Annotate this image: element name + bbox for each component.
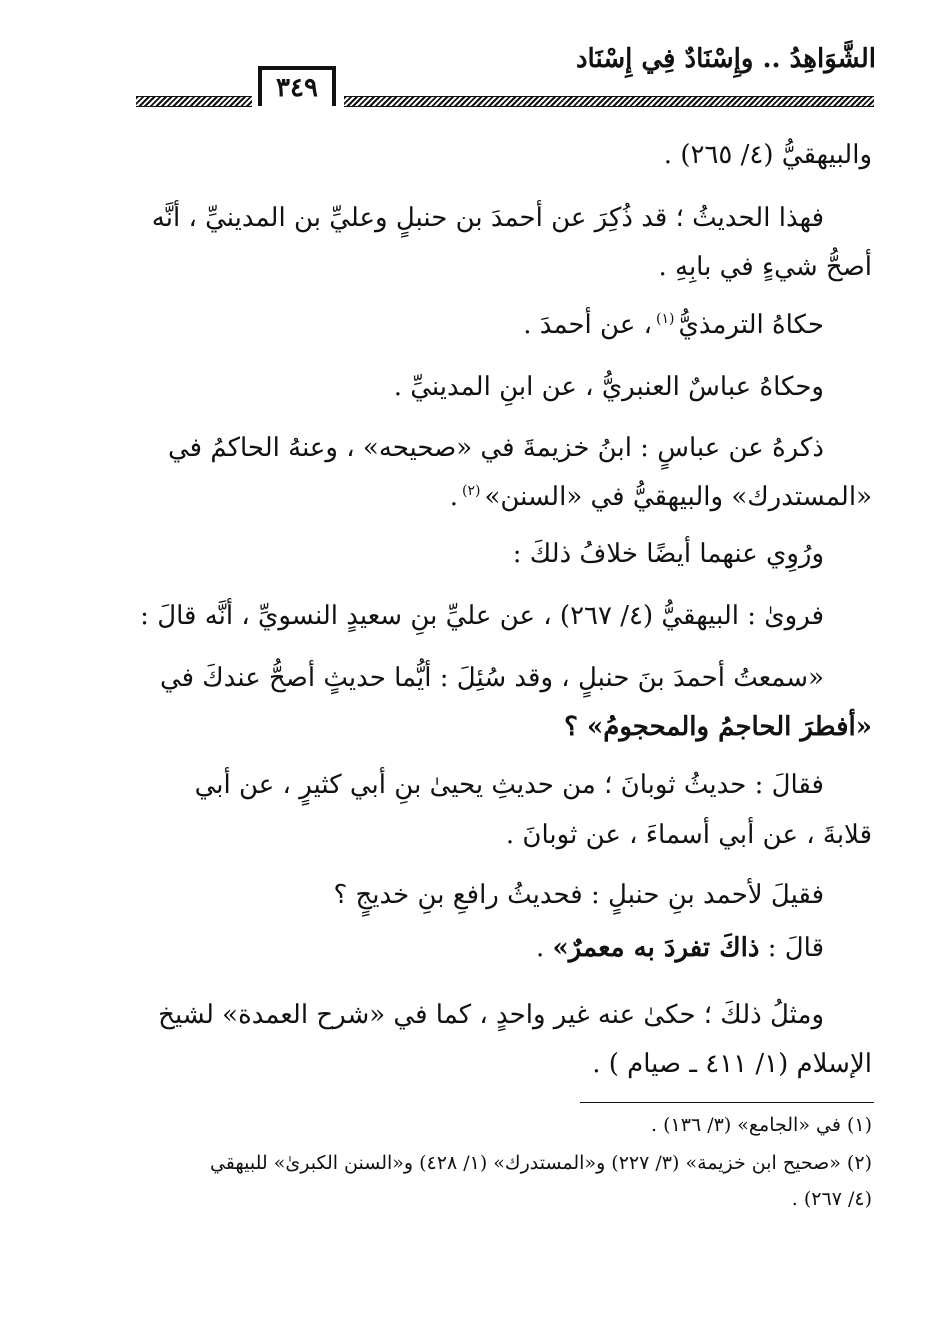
footnote-separator <box>580 1102 874 1103</box>
text-line-15-b: ذاكَ تفردَ به معمرٌ» <box>552 933 760 963</box>
text-line-15 <box>536 933 824 964</box>
text-line-1: والبيهقيُّ (٤/ ٢٦٥) . <box>663 140 872 170</box>
text-line-2: فهذا الحديثُ ؛ قد ذُكِرَ عن أحمدَ بن حنبلٍ وعليِّ بن المدينيِّ ، أنَّه <box>151 203 824 233</box>
text-line-5: وحكاهُ عباسٌ العنبريُّ ، عن ابنِ المدينيِّ . <box>393 372 824 402</box>
page-number: ٣٤٩ <box>276 73 318 103</box>
text-line-8: ورُوِي عنهما أيضًا خلافُ ذلكَ : <box>512 539 824 569</box>
text-line-4 <box>523 310 824 341</box>
header-rule-right <box>344 96 874 107</box>
text-line-14: فقيلَ لأحمد بنِ حنبلٍ : فحديثُ رافعِ بنِ خديجٍ ؟ <box>333 880 824 910</box>
footnote-ref-1: (١) <box>656 311 675 328</box>
footnote-2-cont: (٤/ ٢٦٧) . <box>791 1188 872 1210</box>
text-line-4-b: ، عن أحمدَ . <box>523 310 653 340</box>
running-header-title: الشَّوَاهِدُ .. وإِسْنَادٌ فِي إِسْنَاد <box>575 44 876 74</box>
text-line-7 <box>450 482 872 513</box>
text-line-9: فروىٰ : البيهقيُّ (٤/ ٢٦٧) ، عن عليِّ بنِ سعيدٍ النسويِّ ، أنَّه قالَ : <box>140 601 824 631</box>
text-line-16: ومثلُ ذلكَ ؛ حكىٰ عنه غير واحدٍ ، كما في «شرح العمدة» لشيخ <box>158 1000 824 1030</box>
text-line-15-a: قالَ : <box>767 933 824 963</box>
footnote-2: (٢) «صحيح ابن خزيمة» (٣/ ٢٢٧) و«المستدرك» (١/ ٤٢٨) و«السنن الكبرىٰ» للبيهقي <box>209 1152 872 1174</box>
text-line-10: «سمعتُ أحمدَ بنَ حنبلٍ ، وقد سُئِلَ : أيُّما حديثٍ أصحُّ عندكَ في <box>159 663 824 693</box>
header-rule-left <box>136 96 252 107</box>
page-number-box <box>258 66 336 106</box>
footnote-ref-2: (٢) <box>461 483 481 500</box>
text-line-15-c: . <box>535 933 545 963</box>
text-line-7-a: «المستدرك» والبيهقيُّ في «السنن» <box>484 482 872 512</box>
text-line-13: قلابةَ ، عن أبي أسماءَ ، عن ثوبانَ . <box>505 820 872 850</box>
footnote-1: (١) في «الجامع» (٣/ ١٣٦) . <box>651 1114 872 1136</box>
text-line-12: فقالَ : حديثُ ثوبانَ ؛ من حديثِ يحيىٰ بنِ أبي كثيرٍ ، عن أبي <box>194 770 824 800</box>
text-line-11: «أفطرَ الحاجمُ والمحجومُ» ؟ <box>564 712 872 742</box>
text-line-6: ذكرهُ عن عباسٍ : ابنُ خزيمةَ في «صحيحه» ، وعنهُ الحاكمُ في <box>167 433 824 463</box>
text-line-17: الإسلام (١/ ٤١١ ـ صيام ) . <box>592 1049 872 1079</box>
text-line-7-b: . <box>449 482 458 512</box>
text-line-3: أصحُّ شيءٍ في بابِهِ . <box>658 252 872 282</box>
text-line-4-a: حكاهُ الترمذيُّ <box>678 310 824 340</box>
